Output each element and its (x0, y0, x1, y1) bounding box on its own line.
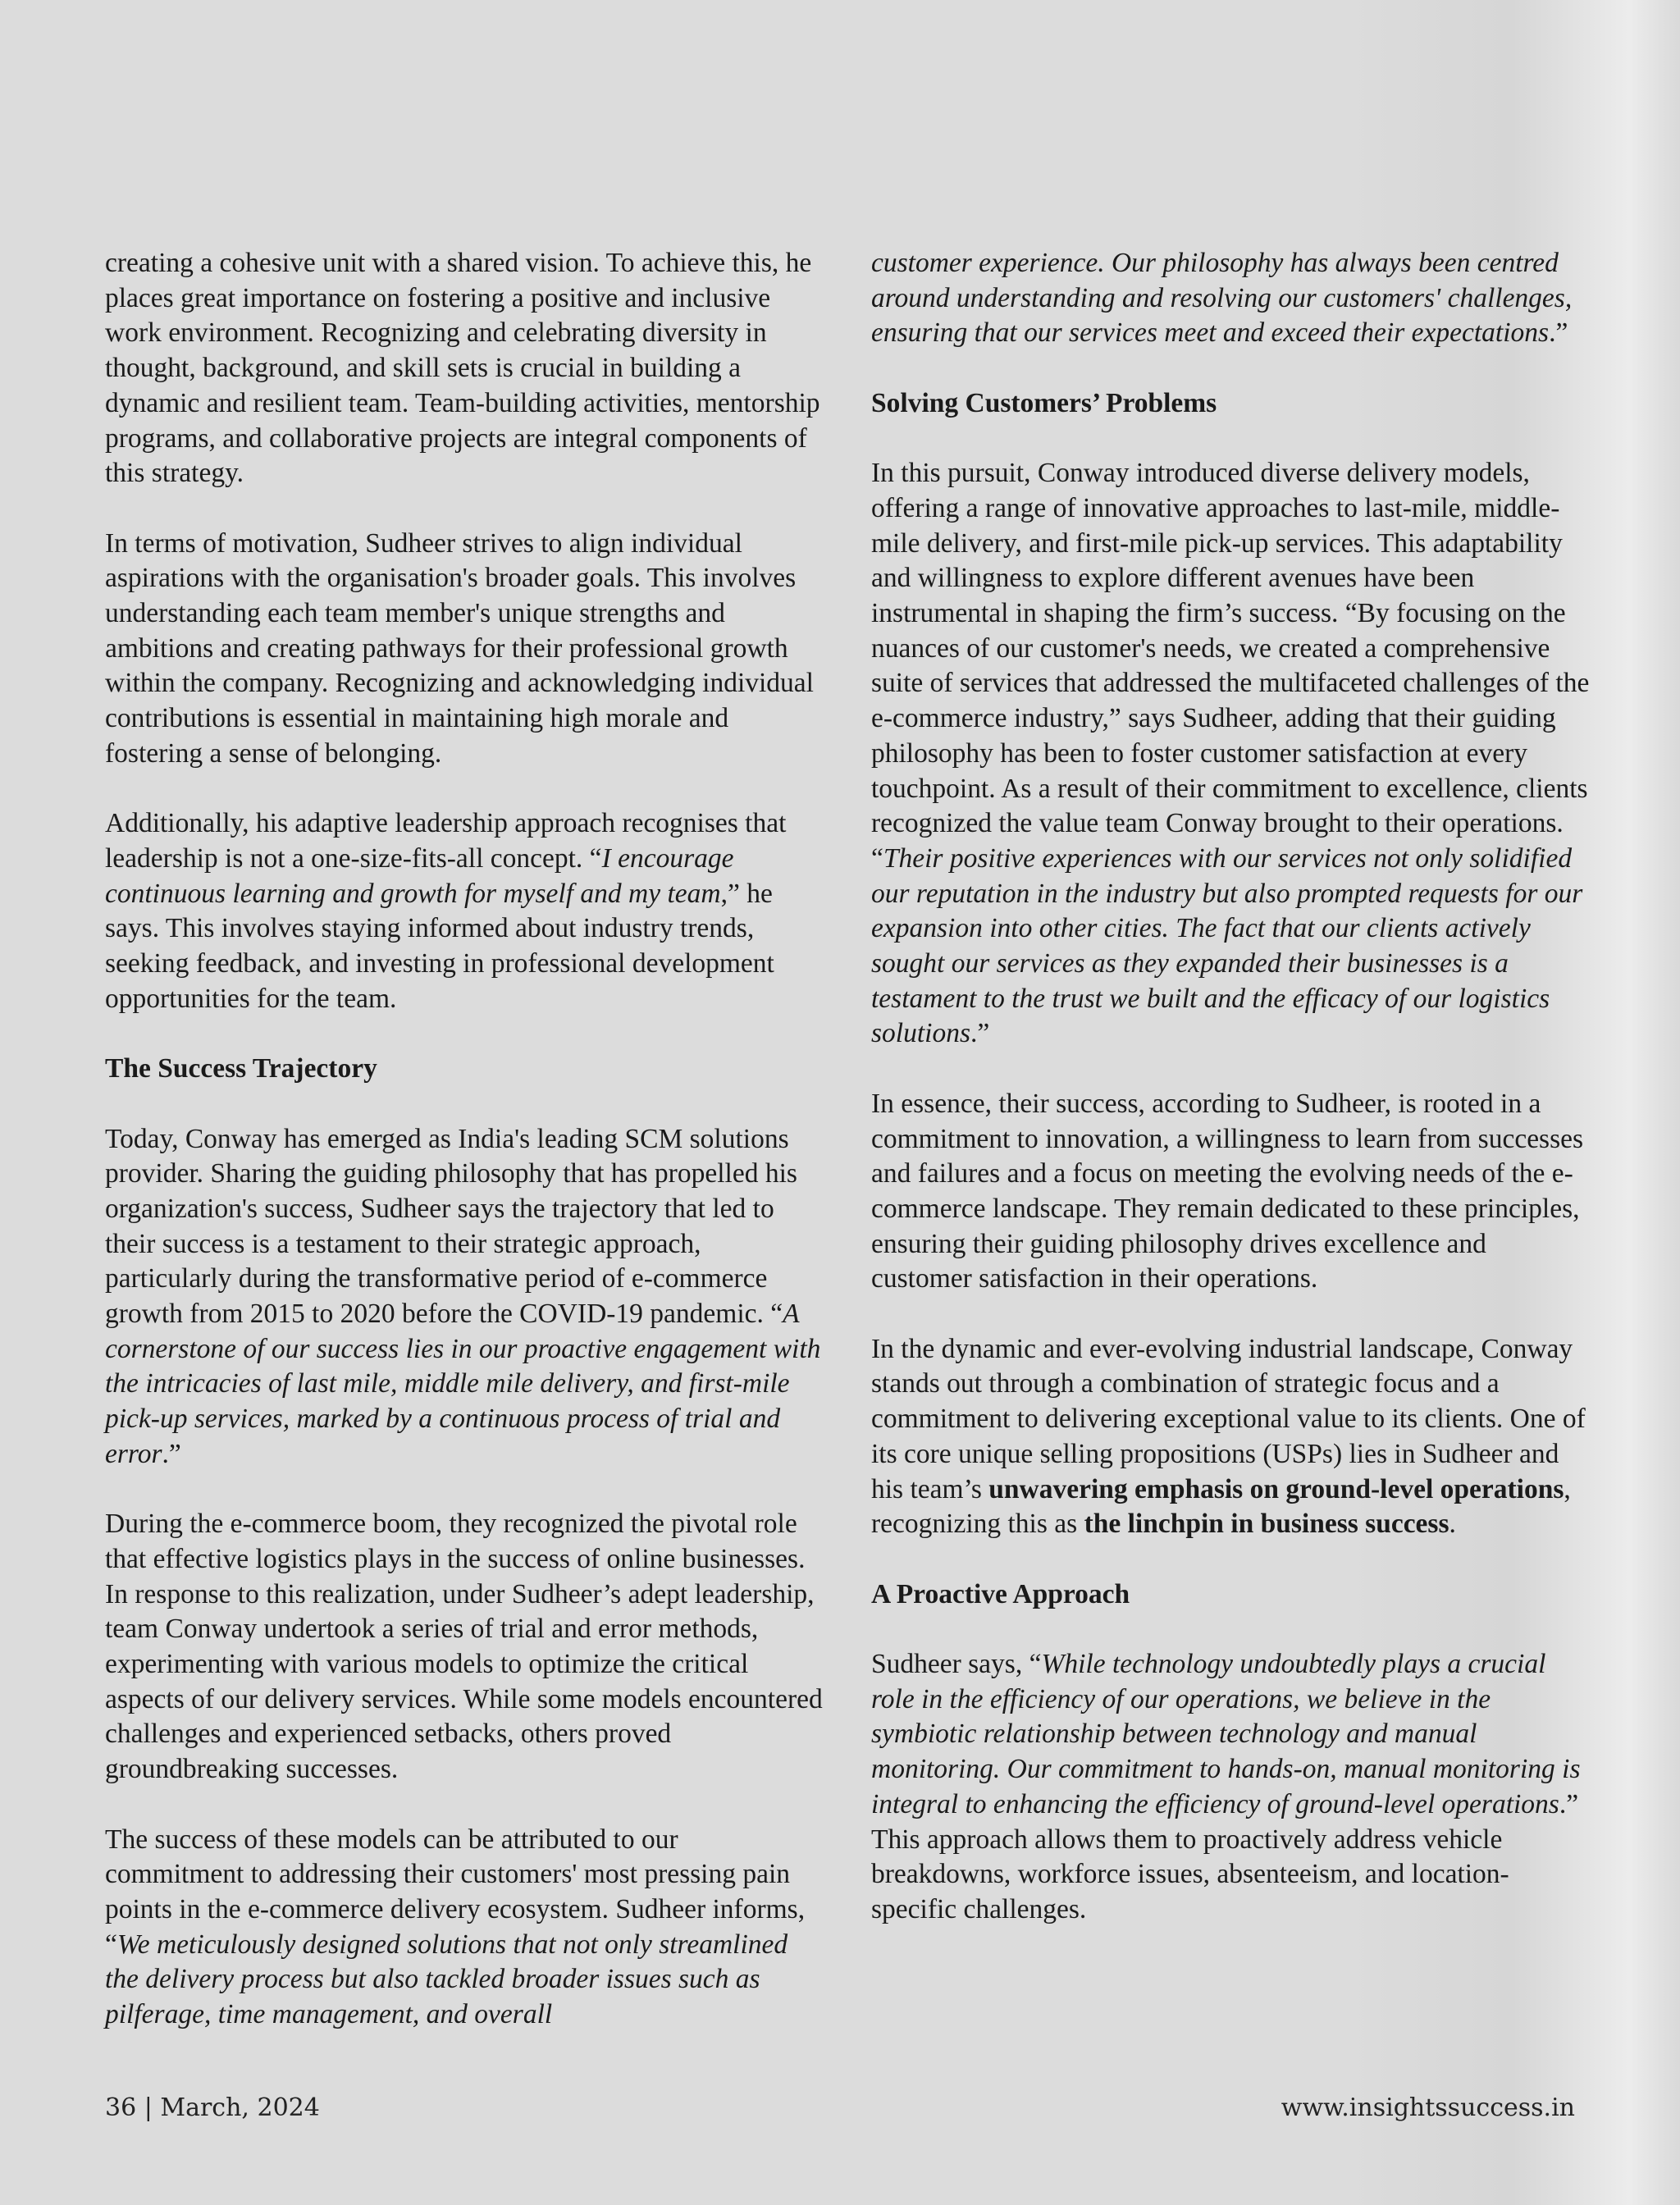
quote: Their positive experiences with our services not only solidified our reputation in the industry but also prompted requests for our expansion into other cities. The fact that our clients actively sought our services as they expanded their businesses is a testament to the trust we built and the efficacy of our logistics solutions (871, 842, 1583, 1049)
paragraph: During the e-commerce boom, they recognized the pivotal role that effective logistics plays in the success of online businesses. In response to this realization, under Sudheer’s adept leadership, team Conway undertook a series of trial and error methods, experimenting with various models to optimize the critical aspects of our delivery services. While some models encountered challenges and experienced setbacks, others proved groundbreaking successes. (105, 1509, 823, 1785)
paragraph: In terms of motivation, Sudheer strives to align individual aspirations with the organisation's broader goals. This involves understanding each team member's unique strengths and ambitions and creating pathways for their professional growth within the company. Recognizing and acknowledging individual contributions is essential in maintaining high morale and fostering a sense of belonging. (105, 527, 814, 769)
paragraph: Additionally, his adaptive leadership approach recognises that leadership is not a one-size-fits-all concept. “I encourage continuous learning and growth for myself and my team,” he says. This involves staying informed about industry trends, seeking feedback, and investing in professional development opportunities for the team. (105, 808, 787, 1014)
website-link: www.insightssuccess.in (1281, 2093, 1575, 2122)
right-column (871, 246, 1593, 1928)
page-number: 36 | March, 2024 (105, 2093, 320, 2122)
section-heading: A Proactive Approach (871, 1578, 1130, 1609)
paragraph: Sudheer says, “While technology undoubtedly plays a crucial role in the efficiency of our operations, we believe in the symbiotic relationship between technology and manual monitoring. Our commitment to hands-on, manual monitoring is integral to enhancing the efficiency of ground-level operations.” This approach allows them to proactively address vehicle breakdowns, workforce issues, absenteeism, and location-specific challenges. (871, 1649, 1581, 1924)
paragraph: In essence, their success, according to Sudheer, is rooted in a commitment to innovation, a willingness to learn from successes and failures and a focus on meeting the evolving needs of the e-commerce landscape. They remain dedicated to these principles, ensuring their guiding philosophy drives excellence and customer satisfaction in their operations. (871, 1088, 1584, 1294)
quote: I encourage continuous learning and growth for myself and my team (105, 842, 734, 909)
section-heading: Solving Customers’ Problems (871, 387, 1217, 418)
paragraph: The success of these models can be attributed to our commitment to addressing their customers' most pressing pain points in the e-commerce delivery ecosystem. Sudheer informs, “We meticulously designed solutions that not only streamlined the delivery process but also tackled broader issues such as pilferage, time management, and overall (105, 1824, 806, 2030)
paragraph: customer experience. Our philosophy has always been centred around understanding and resolving our customers' challenges, ensuring that our services meet and exceed their expectations.” (871, 248, 1573, 349)
quote: While technology undoubtedly plays a crucial role in the efficiency of our operations, we believe in the symbiotic relationship between technology and manual monitoring. Our commitment to hands-on, manual monitoring is integral to enhancing the efficiency of ground-level operations (871, 1649, 1581, 1819)
emphasis: the linchpin in business success (1084, 1509, 1449, 1540)
paragraph: In this pursuit, Conway introduced diverse delivery models, offering a range of innovative approaches to last-mile, middle-mile delivery, and first-mile pick-up services. This adaptability and willingness to explore different avenues have been instrumental in shaping the firm’s success. “By focusing on the nuances of our customer's needs, we created a comprehensive suite of services that addressed the multifaceted challenges of the e-commerce industry,” says Sudheer, adding that their guiding philosophy has been to foster customer satisfaction at every touchpoint. As a result of their commitment to excellence, clients recognized the value team Conway brought to their operations. “Their positive experiences with our services not only solidified our reputation in the industry but also prompted requests for our expansion into other cities. The fact that our clients actively sought our services as they expanded their businesses is a testament to the trust we built and the efficacy of our logistics solutions.” (871, 458, 1590, 1049)
quote: We meticulously designed solutions that not only streamlined the delivery process but also tackled broader issues such as pilferage, time management, and overall (105, 1929, 788, 2030)
quote: customer experience. Our philosophy has always been centred around understanding and resolving our customers' challenges, ensuring that our services meet and exceed their expectations (871, 248, 1573, 349)
emphasis: unwavering emphasis on ground-level operations (988, 1473, 1564, 1504)
paragraph: In the dynamic and ever-evolving industrial landscape, Conway stands out through a combination of strategic focus and a commitment to delivering exceptional value to its clients. One of its core unique selling propositions (USPs) lies in Sudheer and his team’s unwavering emphasis on ground-level operations, recognizing this as the linchpin in business success. (871, 1333, 1586, 1540)
left-column (105, 246, 823, 2033)
quote: A cornerstone of our success lies in our proactive engagement with the intricacies of last mile, middle mile delivery, and first-mile pick-up services, marked by a continuous process of trial and error (105, 1299, 821, 1469)
paragraph: creating a cohesive unit with a shared vision. To achieve this, he places great importance on fostering a positive and inclusive work environment. Recognizing and celebrating diversity in thought, background, and skill sets is crucial in building a dynamic and resilient team. Team-building activities, mentorship programs, and collaborative projects are integral components of this strategy. (105, 248, 820, 489)
section-heading: The Success Trajectory (105, 1053, 377, 1084)
paragraph: Today, Conway has emerged as India's leading SCM solutions provider. Sharing the guiding philosophy that has propelled his organization's success, Sudheer says the trajectory that led to their success is a testament to their strategic approach, particularly during the transformative period of e-commerce growth from 2015 to 2020 before the COVID-19 pandemic. “A cornerstone of our success lies in our proactive engagement with the intricacies of last mile, middle mile delivery, and first-mile pick-up services, marked by a continuous process of trial and error.” (105, 1123, 821, 1469)
